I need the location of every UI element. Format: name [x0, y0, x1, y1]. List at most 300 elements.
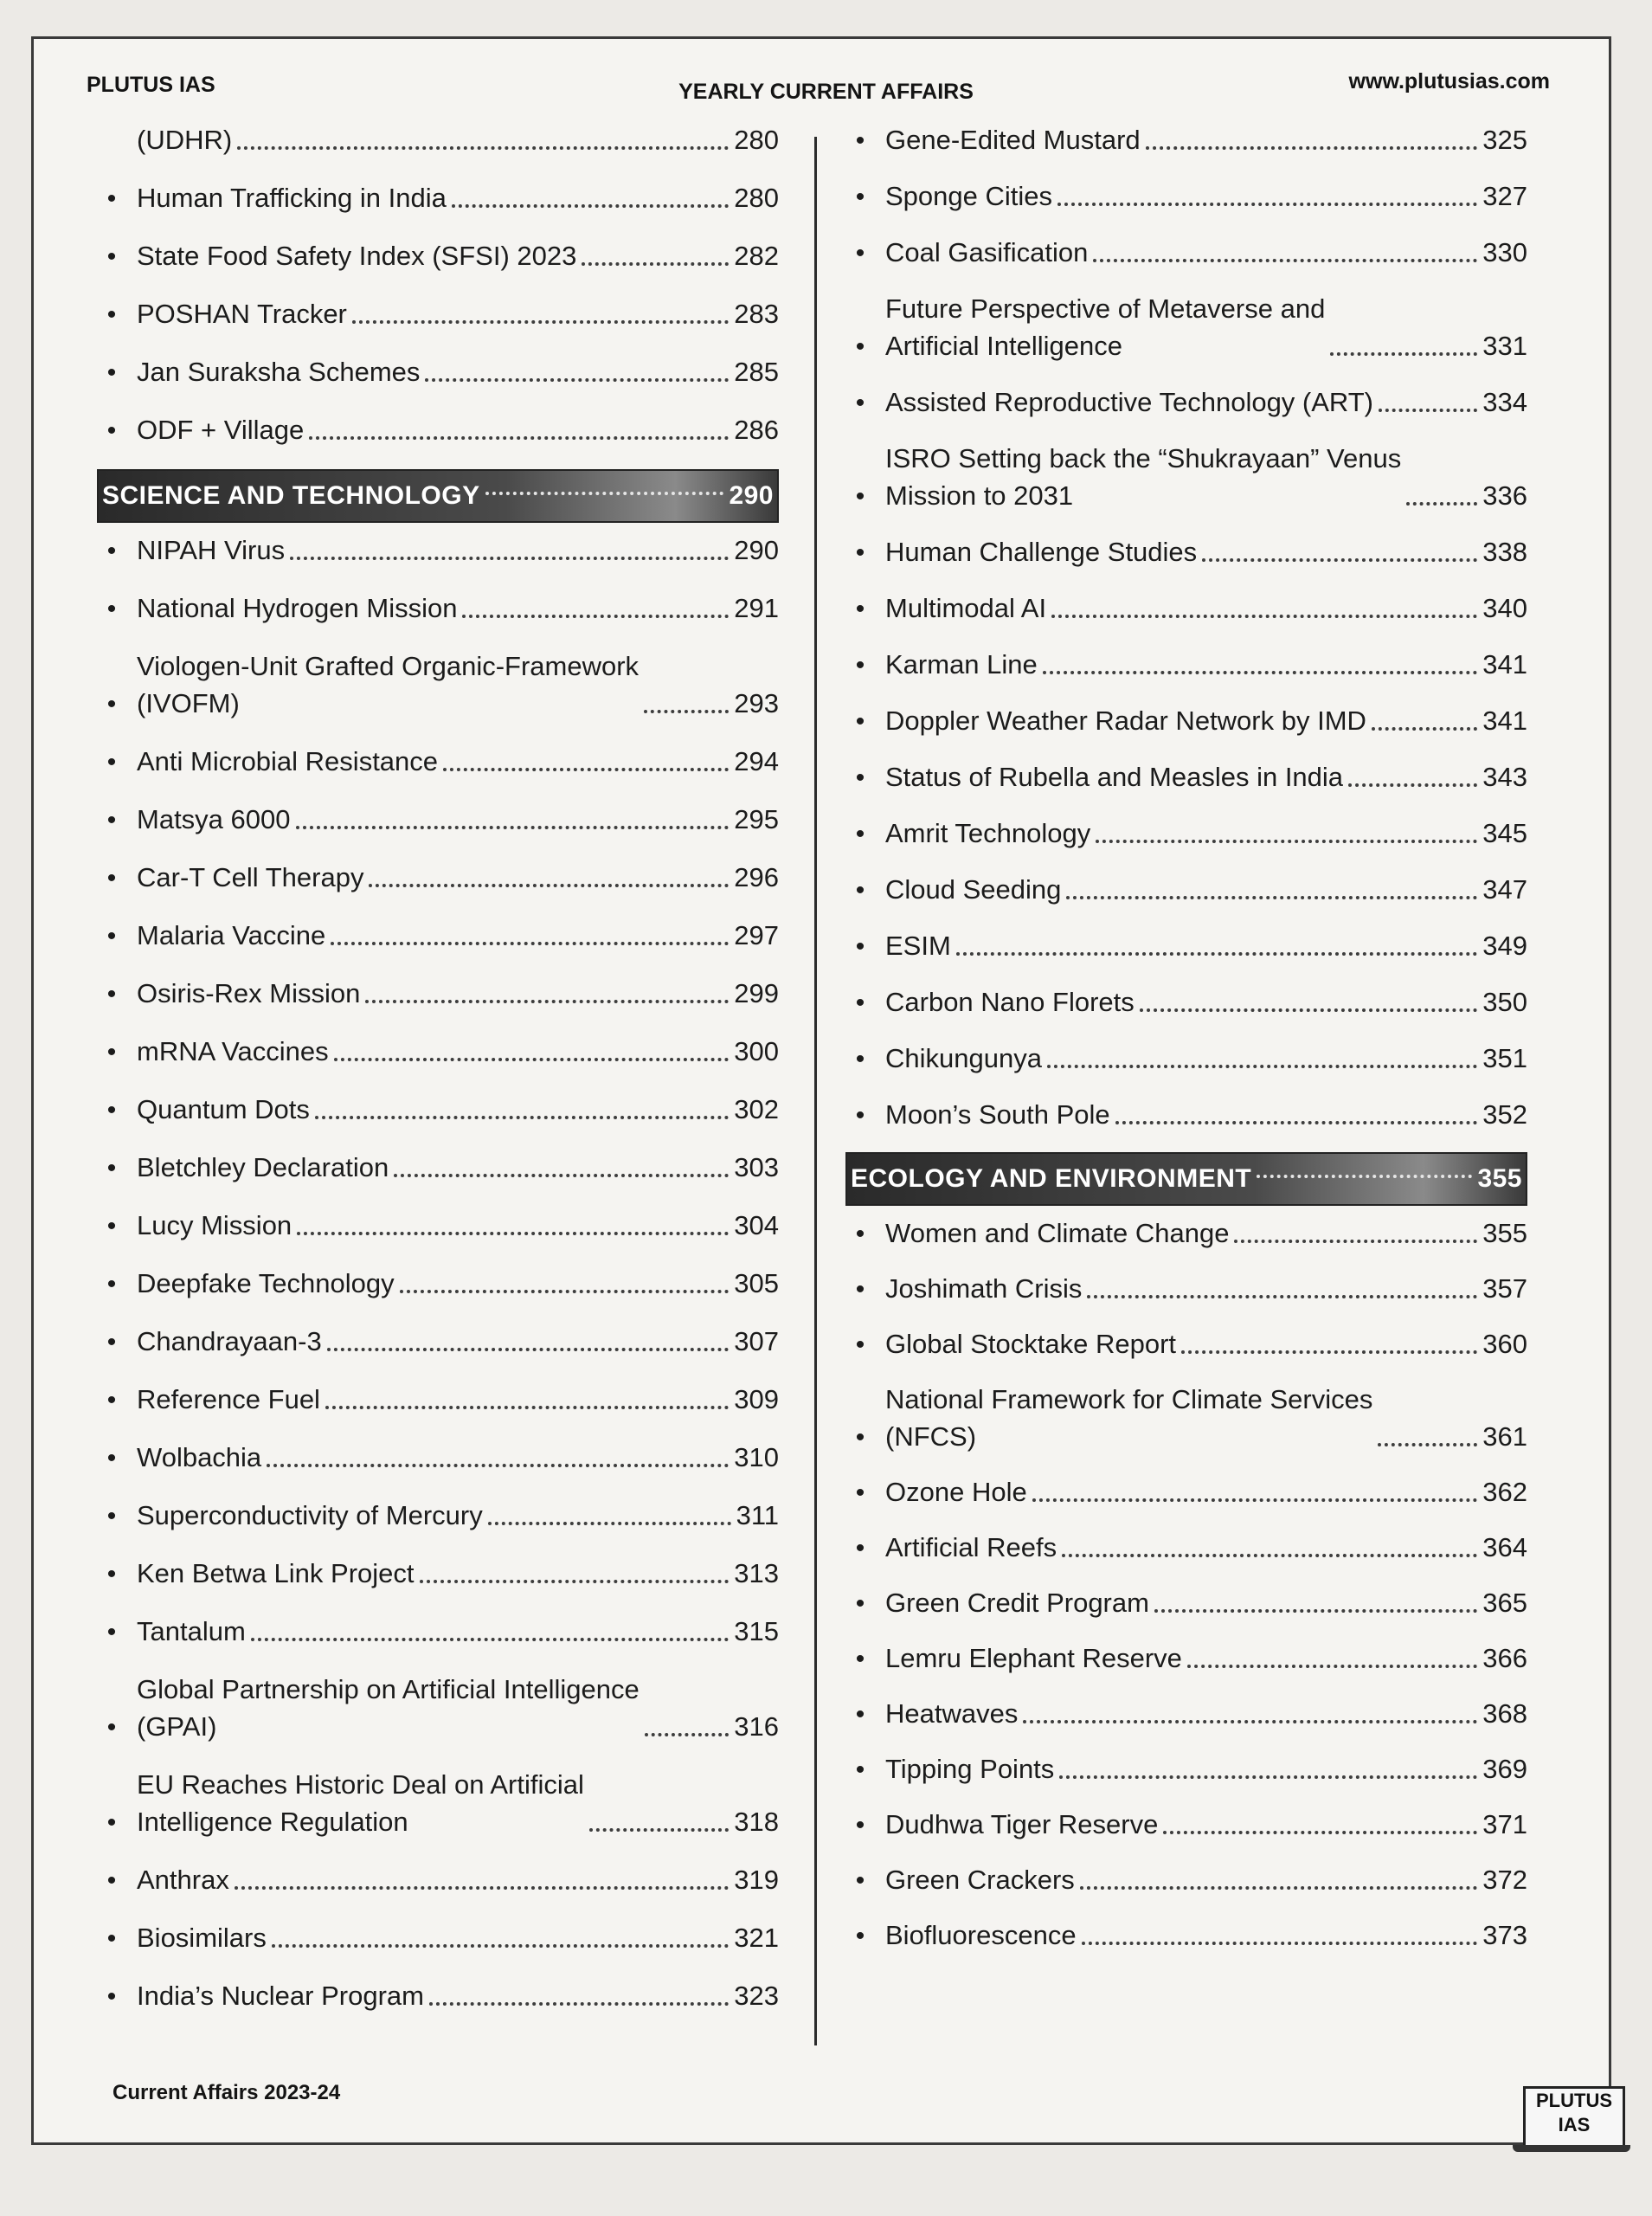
toc-leader-dots — [235, 1886, 729, 1890]
toc-entry-title: Coal Gasification — [885, 237, 1089, 267]
toc-entry[interactable] — [87, 1265, 779, 1302]
bullet-icon: • — [106, 1444, 117, 1472]
toc-entry[interactable] — [87, 1861, 779, 1898]
toc-entry-page: 321 — [734, 1923, 779, 1953]
toc-entry-title: Gene-Edited Mustard — [885, 125, 1141, 155]
toc-entry[interactable] — [87, 353, 779, 390]
toc-entry-page: 366 — [1482, 1643, 1527, 1673]
toc-leader-dots — [452, 204, 729, 208]
bullet-icon: • — [855, 126, 865, 155]
toc-entry-page: 304 — [734, 1210, 779, 1240]
toc-entry[interactable] — [87, 121, 779, 158]
toc-entry-page: 352 — [1482, 1099, 1527, 1130]
toc-entry[interactable] — [87, 1323, 779, 1360]
toc-entry-page: 290 — [734, 535, 779, 565]
toc-entry-page: 310 — [734, 1442, 779, 1472]
toc-entry[interactable] — [835, 1639, 1527, 1677]
toc-leader-dots — [589, 1828, 729, 1832]
toc-leader-dots — [1062, 1554, 1477, 1557]
toc-entry[interactable] — [835, 1096, 1527, 1133]
toc-entry[interactable] — [835, 1040, 1527, 1077]
toc-entry-title: Anti Microbial Resistance — [137, 746, 439, 776]
toc-leader-dots — [429, 2002, 729, 2006]
toc-leader-dots — [1181, 1350, 1477, 1354]
toc-entry[interactable] — [87, 1439, 779, 1476]
toc-entry-title: Ozone Hole — [885, 1477, 1027, 1507]
bullet-icon: • — [106, 416, 117, 445]
toc-entry-title: Multimodal AI — [885, 593, 1047, 623]
toc-entry-page: 323 — [734, 1981, 779, 2011]
toc-entry-title: NIPAH Virus — [137, 535, 286, 565]
header-website: www.plutusias.com — [1348, 69, 1550, 93]
toc-entry[interactable] — [87, 975, 779, 1012]
bullet-icon: • — [106, 1386, 117, 1414]
bullet-icon: • — [855, 183, 865, 211]
bullet-icon: • — [106, 1270, 117, 1298]
section-title: SCIENCE AND TECHNOLOGY — [102, 481, 480, 510]
bullet-icon: • — [106, 1328, 117, 1356]
toc-entry[interactable] — [835, 758, 1527, 796]
bullet-icon: • — [855, 482, 865, 511]
bullet-icon: • — [106, 864, 117, 892]
toc-entry[interactable] — [835, 1325, 1527, 1362]
toc-entry-title: Future Perspective of Metaverse and Artificial Intelligence — [885, 293, 1326, 361]
toc-leader-dots — [400, 1290, 730, 1293]
toc-entry[interactable] — [835, 871, 1527, 908]
header-brand: PLUTUS IAS — [87, 73, 215, 97]
bullet-icon: • — [106, 980, 117, 1008]
toc-entry-page: 280 — [734, 125, 779, 155]
toc-entry-title: Biosimilars — [137, 1923, 267, 1953]
toc-entry-page: 285 — [734, 357, 779, 387]
toc-entry[interactable] — [835, 1584, 1527, 1621]
toc-entry-title: Jan Suraksha Schemes — [137, 357, 421, 387]
toc-leader-dots — [325, 1406, 729, 1409]
toc-leader-dots — [1372, 727, 1477, 731]
toc-entry-title: Tantalum — [137, 1616, 246, 1646]
toc-entry-title: Ken Betwa Link Project — [137, 1558, 415, 1588]
toc-entry[interactable] — [87, 1977, 779, 2014]
toc-leader-dots — [1087, 1295, 1477, 1298]
toc-leader-dots — [315, 1116, 729, 1119]
section-leader-dots — [485, 492, 724, 495]
toc-right-top-list — [835, 121, 1527, 1133]
toc-entry-title: EU Reaches Historic Deal on Artificial Intelligence Regulation — [137, 1769, 584, 1837]
toc-entry-title: Moon’s South Pole — [885, 1099, 1110, 1130]
toc-entry-title: Bletchley Declaration — [137, 1152, 389, 1182]
toc-entry-title: Chikungunya — [885, 1043, 1042, 1073]
toc-entry-page: 341 — [1482, 705, 1527, 736]
bullet-icon: • — [855, 389, 865, 417]
toc-entry[interactable] — [87, 411, 779, 448]
toc-entry[interactable] — [87, 647, 779, 722]
toc-leader-dots — [352, 320, 729, 324]
bullet-icon: • — [855, 1700, 865, 1729]
toc-leader-dots — [425, 378, 729, 382]
toc-left-column — [87, 121, 779, 2035]
toc-entry[interactable] — [87, 1613, 779, 1650]
bullet-icon: • — [106, 1713, 117, 1742]
toc-entry[interactable] — [87, 917, 779, 954]
toc-leader-dots — [1348, 783, 1477, 787]
toc-entry[interactable] — [87, 801, 779, 838]
bullet-icon: • — [855, 876, 865, 905]
bullet-icon: • — [855, 763, 865, 792]
bullet-icon: • — [855, 820, 865, 848]
toc-entry-page: 334 — [1482, 387, 1527, 417]
toc-left-top-list — [87, 121, 779, 448]
toc-leader-dots — [369, 884, 729, 887]
toc-entry-page: 325 — [1482, 125, 1527, 155]
toc-entry-page: 362 — [1482, 1477, 1527, 1507]
toc-entry-title: Tipping Points — [885, 1754, 1055, 1784]
toc-leader-dots — [1043, 671, 1477, 674]
toc-entry-title: Dudhwa Tiger Reserve — [885, 1809, 1159, 1839]
toc-leader-dots — [645, 1733, 730, 1736]
toc-entry-page: 309 — [734, 1384, 779, 1414]
toc-leader-dots — [1378, 1443, 1477, 1446]
toc-entry-page: 282 — [734, 241, 779, 271]
toc-entry-page: 305 — [734, 1268, 779, 1298]
section-title: ECOLOGY AND ENVIRONMENT — [851, 1164, 1252, 1193]
toc-entry-title: Women and Climate Change — [885, 1218, 1230, 1248]
toc-leader-dots — [1146, 146, 1478, 150]
toc-entry[interactable] — [835, 927, 1527, 964]
toc-leader-dots — [644, 710, 729, 713]
toc-entry-page: 347 — [1482, 874, 1527, 905]
toc-entry[interactable] — [87, 1497, 779, 1534]
toc-entry-page: 327 — [1482, 181, 1527, 211]
toc-entry-page: 303 — [734, 1152, 779, 1182]
bullet-icon: • — [855, 707, 865, 736]
toc-entry-title: Reference Fuel — [137, 1384, 320, 1414]
toc-leader-dots — [1096, 840, 1477, 843]
toc-entry-title: Biofluorescence — [885, 1920, 1077, 1950]
toc-entry[interactable] — [835, 815, 1527, 852]
toc-entry[interactable] — [835, 440, 1527, 514]
bullet-icon: • — [106, 690, 117, 718]
toc-entry[interactable] — [835, 1529, 1527, 1566]
toc-leader-dots — [1379, 409, 1477, 412]
toc-entry[interactable] — [87, 1671, 779, 1745]
toc-entry[interactable] — [835, 1214, 1527, 1252]
toc-entry-page: 350 — [1482, 987, 1527, 1017]
toc-entry-page: 293 — [734, 688, 779, 718]
bullet-icon: • — [855, 239, 865, 267]
toc-entry[interactable] — [835, 646, 1527, 683]
toc-entry-title: Artificial Reefs — [885, 1532, 1057, 1562]
toc-entry-title: Lucy Mission — [137, 1210, 292, 1240]
toc-entry-page: 307 — [734, 1326, 779, 1356]
toc-leader-dots — [582, 262, 729, 266]
toc-entry[interactable] — [87, 1766, 779, 1840]
toc-entry-title: POSHAN Tracker — [137, 299, 347, 329]
toc-leader-dots — [1059, 1775, 1477, 1779]
toc-leader-dots — [272, 1944, 729, 1948]
toc-leader-dots — [251, 1638, 729, 1641]
toc-leader-dots — [956, 952, 1477, 956]
toc-leader-dots — [1187, 1665, 1477, 1668]
toc-entry[interactable] — [87, 1033, 779, 1070]
toc-entry-title: Amrit Technology — [885, 818, 1091, 848]
bullet-icon: • — [106, 1982, 117, 2011]
toc-entry[interactable] — [835, 1806, 1527, 1843]
toc-entry-title: Assisted Reproductive Technology (ART) — [885, 387, 1374, 417]
toc-entry-title: Karman Line — [885, 649, 1038, 680]
toc-entry[interactable] — [835, 983, 1527, 1021]
toc-entry-title: Chandrayaan-3 — [137, 1326, 322, 1356]
footer-text: Current Affairs 2023-24 — [112, 2081, 341, 2104]
toc-leader-dots — [309, 436, 729, 440]
toc-leader-dots — [290, 557, 729, 560]
toc-entry-page: 336 — [1482, 480, 1527, 511]
toc-leader-dots — [1154, 1609, 1477, 1613]
toc-entry-page: 369 — [1482, 1754, 1527, 1784]
toc-leader-dots — [1163, 1831, 1477, 1834]
toc-entry[interactable] — [87, 295, 779, 332]
toc-entry[interactable] — [835, 702, 1527, 739]
toc-entry-page: 297 — [734, 920, 779, 950]
bullet-icon: • — [106, 358, 117, 387]
toc-entry[interactable] — [835, 1916, 1527, 1954]
toc-leader-dots — [488, 1522, 731, 1525]
toc-leader-dots — [237, 146, 729, 150]
toc-leader-dots — [365, 1000, 729, 1003]
toc-entry-page: 295 — [734, 804, 779, 834]
toc-entry-title: Viologen-Unit Grafted Organic-Framework (IVOFM) — [137, 651, 640, 718]
toc-entry-page: 368 — [1482, 1698, 1527, 1729]
toc-entry-title: National Hydrogen Mission — [137, 593, 458, 623]
bullet-icon: • — [855, 1423, 865, 1452]
toc-leader-dots — [267, 1464, 729, 1467]
toc-entry[interactable] — [835, 589, 1527, 627]
toc-entry[interactable] — [835, 1695, 1527, 1732]
bullet-icon: • — [855, 932, 865, 961]
bullet-icon: • — [855, 538, 865, 567]
toc-entry-page: 318 — [734, 1807, 779, 1837]
toc-entry-page: 316 — [734, 1711, 779, 1742]
toc-entry-title: Human Trafficking in India — [137, 183, 447, 213]
toc-entry[interactable] — [87, 589, 779, 627]
toc-entry-page: 343 — [1482, 762, 1527, 792]
toc-entry-page: 351 — [1482, 1043, 1527, 1073]
toc-entry[interactable] — [835, 1750, 1527, 1788]
toc-entry-page: 330 — [1482, 237, 1527, 267]
toc-entry-title: Global Partnership on Artificial Intelligence (GPAI) — [137, 1674, 640, 1742]
plutus-logo — [1523, 2086, 1625, 2148]
toc-entry-page: 296 — [734, 862, 779, 892]
toc-entry[interactable] — [87, 1149, 779, 1186]
toc-leader-dots — [1051, 615, 1477, 618]
bullet-icon: • — [855, 1866, 865, 1895]
toc-entry[interactable] — [87, 1207, 779, 1244]
toc-leader-dots — [1234, 1240, 1477, 1243]
column-divider — [814, 137, 817, 2045]
bullet-icon: • — [855, 1275, 865, 1304]
bullet-icon: • — [106, 1096, 117, 1124]
bullet-icon: • — [106, 1212, 117, 1240]
toc-entry-page: 313 — [734, 1558, 779, 1588]
bullet-icon: • — [855, 1811, 865, 1839]
toc-entry[interactable] — [87, 1091, 779, 1128]
toc-entry-title: Heatwaves — [885, 1698, 1019, 1729]
toc-entry[interactable] — [835, 383, 1527, 421]
toc-entry-page: 345 — [1482, 818, 1527, 848]
section-page: 355 — [1477, 1164, 1522, 1193]
toc-entry[interactable] — [835, 533, 1527, 570]
toc-entry-page: 286 — [734, 415, 779, 445]
bullet-icon: • — [855, 1755, 865, 1784]
toc-entry-page: 302 — [734, 1094, 779, 1124]
toc-leader-dots — [1202, 558, 1477, 562]
toc-entry-title: Osiris-Rex Mission — [137, 978, 361, 1008]
logo-line-1: PLUTUS — [1536, 2090, 1612, 2111]
toc-leader-dots — [1080, 1886, 1477, 1890]
toc-leader-dots — [1057, 203, 1477, 206]
toc-entry[interactable] — [87, 1555, 779, 1592]
toc-entry-page: 349 — [1482, 931, 1527, 961]
toc-leader-dots — [1023, 1720, 1477, 1723]
toc-leader-dots — [1082, 1942, 1478, 1945]
toc-entry-page: 340 — [1482, 593, 1527, 623]
toc-entry-page: 319 — [734, 1865, 779, 1895]
toc-entry-page: 299 — [734, 978, 779, 1008]
toc-entry-title: Quantum Dots — [137, 1094, 310, 1124]
toc-entry-title: Carbon Nano Florets — [885, 987, 1135, 1017]
toc-leader-dots — [296, 826, 730, 829]
bullet-icon: • — [855, 651, 865, 680]
toc-entry[interactable] — [835, 1381, 1527, 1455]
toc-entry-page: 365 — [1482, 1588, 1527, 1618]
bullet-icon: • — [855, 332, 865, 361]
toc-entry-page: 341 — [1482, 649, 1527, 680]
toc-entry-title: Anthrax — [137, 1865, 229, 1895]
bullet-icon: • — [106, 1866, 117, 1895]
toc-entry[interactable] — [87, 1381, 779, 1418]
toc-leader-dots — [394, 1174, 729, 1177]
toc-entry[interactable] — [835, 1861, 1527, 1898]
bullet-icon: • — [106, 1924, 117, 1953]
toc-entry-page: 372 — [1482, 1865, 1527, 1895]
toc-entry-title: Green Crackers — [885, 1865, 1075, 1895]
toc-entry[interactable] — [87, 1919, 779, 1956]
toc-entry-title: ODF + Village — [137, 415, 305, 445]
toc-entry-title: Malaria Vaccine — [137, 920, 326, 950]
bullet-icon: • — [855, 595, 865, 623]
toc-entry-page: 355 — [1482, 1218, 1527, 1248]
toc-entry-page: 338 — [1482, 537, 1527, 567]
toc-entry-title: mRNA Vaccines — [137, 1036, 329, 1066]
toc-entry-title: ISRO Setting back the “Shukrayaan” Venus Mission to 2031 — [885, 443, 1402, 511]
bullet-icon: • — [855, 1330, 865, 1359]
bullet-icon: • — [106, 242, 117, 271]
logo-line-2: IAS — [1558, 2114, 1591, 2135]
section-heading-ecology-environment[interactable] — [845, 1152, 1527, 1206]
bullet-icon: • — [106, 595, 117, 623]
toc-leader-dots — [327, 1348, 730, 1351]
toc-entry[interactable] — [87, 237, 779, 274]
toc-entry[interactable] — [87, 179, 779, 216]
toc-leader-dots — [1032, 1498, 1478, 1502]
toc-entry[interactable] — [835, 290, 1527, 364]
toc-entry[interactable] — [835, 177, 1527, 215]
bullet-icon: • — [106, 184, 117, 213]
toc-leader-dots — [1406, 502, 1477, 506]
toc-entry-page: 357 — [1482, 1273, 1527, 1304]
bullet-icon: • — [855, 1534, 865, 1562]
toc-entry[interactable] — [835, 1270, 1527, 1307]
toc-entry-title: Matsya 6000 — [137, 804, 291, 834]
toc-leader-dots — [1047, 1065, 1477, 1068]
bullet-icon: • — [855, 989, 865, 1017]
toc-leader-dots — [334, 1058, 730, 1061]
toc-left-section-list — [87, 531, 779, 2014]
toc-entry-page: 280 — [734, 183, 779, 213]
toc-entry-title: Deepfake Technology — [137, 1268, 395, 1298]
toc-right-section-list — [835, 1214, 1527, 1954]
toc-entry-title: Human Challenge Studies — [885, 537, 1198, 567]
bullet-icon: • — [855, 1220, 865, 1248]
toc-entry-title: Superconductivity of Mercury — [137, 1500, 483, 1530]
toc-leader-dots — [462, 615, 729, 618]
toc-entry[interactable] — [87, 743, 779, 780]
toc-entry[interactable] — [87, 859, 779, 896]
bullet-icon: • — [106, 300, 117, 329]
section-heading-science-technology[interactable] — [97, 469, 779, 523]
bullet-icon: • — [855, 1101, 865, 1130]
toc-entry-title: Car-T Cell Therapy — [137, 862, 364, 892]
bullet-icon: • — [106, 1154, 117, 1182]
toc-entry-title: Sponge Cities — [885, 181, 1053, 211]
toc-entry-title: (UDHR) — [137, 125, 233, 155]
toc-right-column — [835, 121, 1527, 1972]
bullet-icon: • — [855, 1478, 865, 1507]
toc-entry-title: Status of Rubella and Measles in India — [885, 762, 1344, 792]
toc-entry-page: 364 — [1482, 1532, 1527, 1562]
toc-entry-page: 371 — [1482, 1809, 1527, 1839]
section-page: 290 — [729, 481, 774, 510]
toc-entry[interactable] — [87, 531, 779, 569]
bullet-icon: • — [106, 1038, 117, 1066]
logo-laptop-base — [1513, 2145, 1630, 2152]
toc-leader-dots — [443, 768, 729, 771]
bullet-icon: • — [106, 922, 117, 950]
toc-leader-dots — [1115, 1121, 1478, 1124]
bullet-icon: • — [855, 1922, 865, 1950]
toc-entry-title: Doppler Weather Radar Network by IMD — [885, 705, 1366, 736]
bullet-icon: • — [106, 806, 117, 834]
toc-leader-dots — [1140, 1008, 1478, 1012]
toc-entry-title: Wolbachia — [137, 1442, 262, 1472]
toc-entry-page: 283 — [734, 299, 779, 329]
toc-entry-title: National Framework for Climate Services (NFCS) — [885, 1384, 1373, 1452]
toc-entry-page: 360 — [1482, 1329, 1527, 1359]
toc-entry[interactable] — [835, 121, 1527, 158]
toc-leader-dots — [1066, 896, 1477, 899]
toc-entry-title: India’s Nuclear Program — [137, 1981, 424, 2011]
bullet-icon: • — [855, 1589, 865, 1618]
toc-entry[interactable] — [835, 1473, 1527, 1511]
header-title: YEARLY CURRENT AFFAIRS — [678, 80, 974, 104]
bullet-icon: • — [106, 748, 117, 776]
toc-leader-dots — [297, 1232, 729, 1235]
bullet-icon: • — [855, 1645, 865, 1673]
bullet-icon: • — [106, 1502, 117, 1530]
toc-leader-dots — [420, 1580, 730, 1583]
toc-entry[interactable] — [835, 234, 1527, 271]
toc-entry-page: 300 — [734, 1036, 779, 1066]
toc-entry-page: 294 — [734, 746, 779, 776]
